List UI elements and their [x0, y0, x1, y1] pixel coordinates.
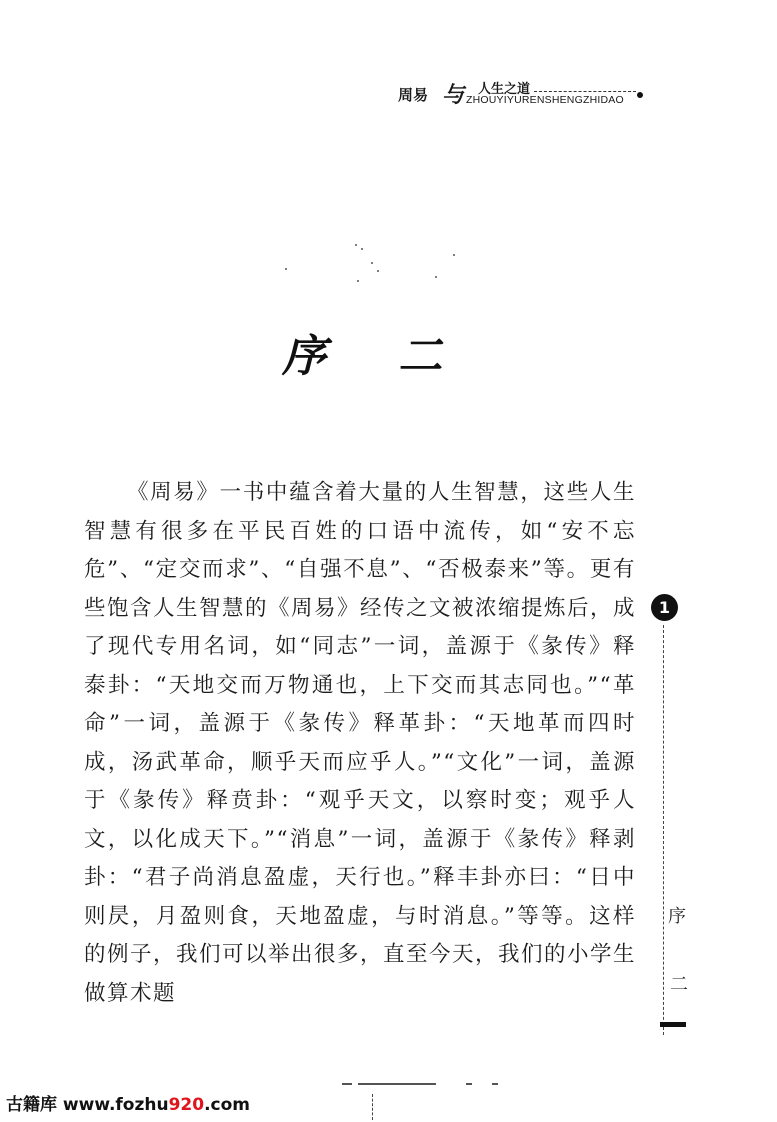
header-subtitle: 人生之道	[478, 82, 531, 97]
body-paragraph: 《周易》一书中蕴含着大量的人生智慧，这些人生智慧有很多在平民百姓的口语中流传，如“安不忘危”、“定交而求”、“自强不息”、“否极泰来”等。更有些饱含人生智慧的《周易》经传之文被浓缩提炼后，成了现代专用名词，如“同志”一词，盖源于《彖传》释泰卦：“天地交而万物通也，上下交而其志同也。”“革命”一词，盖源于《彖传》释革卦：“天地革而四时成，汤武革命，顺乎天而应乎人。”“文化”一词，盖源于《彖传》释贲卦：“观乎天文，以察时变；观乎人文，以化成天下。”“消息”一词，盖源于《彖传》释剥卦：“君子尚消息盈虚，天行也。”释丰卦亦曰：“日中则昃，月盈则食，天地盈虚，与时消息。”等等。这样的例子，我们可以举出很多，直至今天，我们的小学生做算术题	[84, 480, 637, 1006]
site-watermark	[6, 1090, 250, 1115]
page-number-badge: 1	[651, 594, 678, 621]
title-char-preface: 序	[282, 331, 326, 382]
side-thick-bar	[660, 1022, 686, 1027]
title-char-two: 二	[398, 331, 442, 382]
footer-scan-marks	[342, 1080, 502, 1090]
side-label-preface: 序	[668, 900, 686, 930]
footer-dashed-rule	[372, 1094, 373, 1120]
header-pinyin: ZHOUYIYURENSHENGZHIDAO	[466, 94, 624, 106]
watermark-site-name: 古籍库	[6, 1095, 57, 1115]
watermark-url-number: 920	[168, 1095, 205, 1115]
side-label-two: 二	[670, 968, 688, 998]
scan-specks	[285, 240, 455, 290]
header-book-title: 周易	[398, 86, 429, 104]
watermark-url-suffix: .com	[204, 1095, 251, 1115]
watermark-url-prefix: www.fozhu	[62, 1095, 169, 1115]
header-dashed-rule	[534, 91, 636, 92]
header-connector: 与	[442, 82, 465, 108]
side-dashed-rule	[663, 625, 664, 1035]
running-header	[398, 78, 648, 108]
header-bullet-icon	[637, 92, 643, 98]
section-title	[282, 320, 442, 384]
